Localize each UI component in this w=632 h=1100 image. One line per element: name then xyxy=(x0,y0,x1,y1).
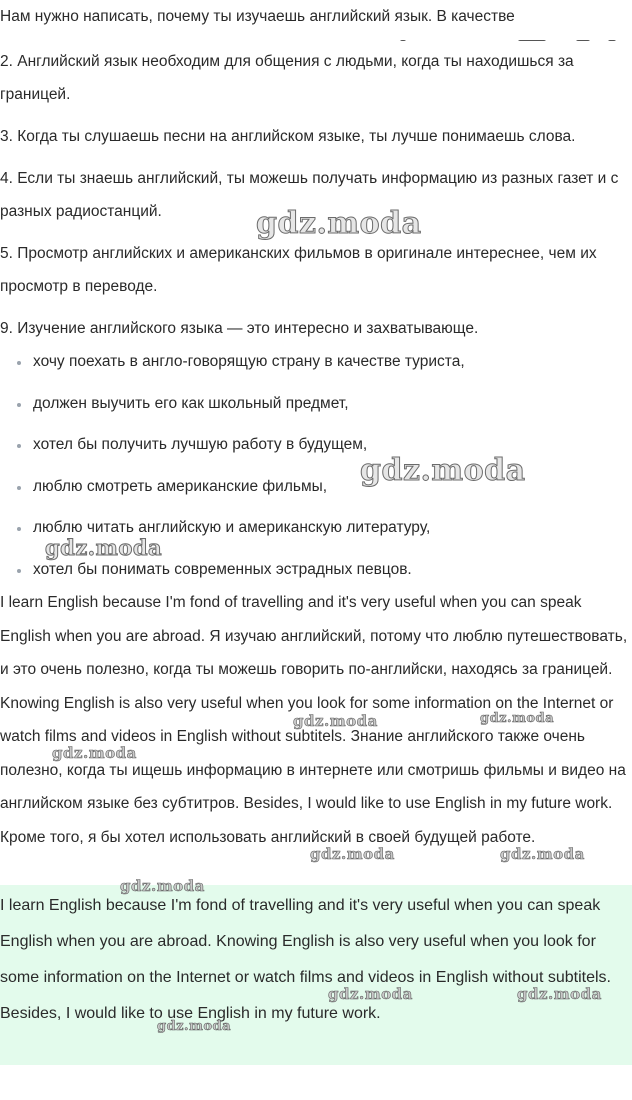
reason-4: 4. Если ты знаешь английский, ты можешь получать информацию из разных газет и с разных радиостанций. xyxy=(0,170,619,220)
watermark: gdz.moda xyxy=(500,845,585,863)
watermark: gdz.moda xyxy=(256,206,422,241)
watermark: gdz.moda xyxy=(157,1019,232,1034)
watermark: gdz.moda xyxy=(360,453,526,488)
watermark: gdz.moda xyxy=(45,535,163,560)
list-item: люблю смотреть американские фильмы, xyxy=(14,470,465,512)
watermark: gdz.moda xyxy=(52,744,137,762)
watermark: gdz.moda xyxy=(293,712,378,730)
reason-5: 5. Просмотр английских и американских фильмов в оригинале интереснее, чем их просмотр в переводе. xyxy=(0,245,597,295)
answer-text: I learn English because I'm fond of travelling and it's very useful when you can speak English when you are abroad. Knowing English is also very useful when you look for some information on the Internet or watch films and videos in English without subtitels. Besides, I would like to use English in my future work. xyxy=(0,897,611,1022)
watermark: gdz.moda xyxy=(328,985,413,1003)
list-item: хотел бы получить лучшую работу в будущем, xyxy=(14,428,465,470)
reason-2: 2. Английский язык необходим для общения с людьми, когда ты находишься за границей. xyxy=(0,53,574,103)
watermark: gdz.moda xyxy=(517,985,602,1003)
watermark: gdz.moda xyxy=(120,877,205,895)
reason-3: 3. Когда ты слушаешь песни на английском языке, ты лучше понимаешь слова. xyxy=(0,128,576,145)
bilingual-paragraph: I learn English because I'm fond of travelling and it's very useful when you can speak English when you are abroad. Я изучаю английский, потому что люблю путешествовать, и это очень полезно, когда ты можешь говорить по-английски, находясь за границей. Knowing English is also very useful when you look for some information on the Internet or watch films and videos in English without subtitels. Знание английского также очень полезно, когда ты ищешь информацию в интернете или смотришь фильмы и видео на английском языке без субтитров. Besides, I would like to use English in my future work. Кроме того, я бы хотел использовать английский в своей будущей работе. xyxy=(0,594,628,846)
list-item: хотел бы понимать современных эстрадных певцов. xyxy=(14,553,465,595)
watermark: gdz.moda xyxy=(480,711,555,726)
reasons-list xyxy=(14,345,465,595)
list-item: хочу поехать в англо-говорящую страну в качестве туриста, xyxy=(14,345,465,387)
list-item: люблю читать английскую и американскую литературу, xyxy=(14,511,465,553)
intro-text: Нам нужно написать, почему ты изучаешь английский язык. В качестве xyxy=(0,8,515,25)
answer-box xyxy=(0,885,632,1065)
reason-9: 9. Изучение английского языка — это интересно и захватывающе. xyxy=(0,320,479,337)
watermark: gdz.moda xyxy=(310,845,395,863)
list-item: должен выучить его как школьный предмет, xyxy=(14,387,465,429)
